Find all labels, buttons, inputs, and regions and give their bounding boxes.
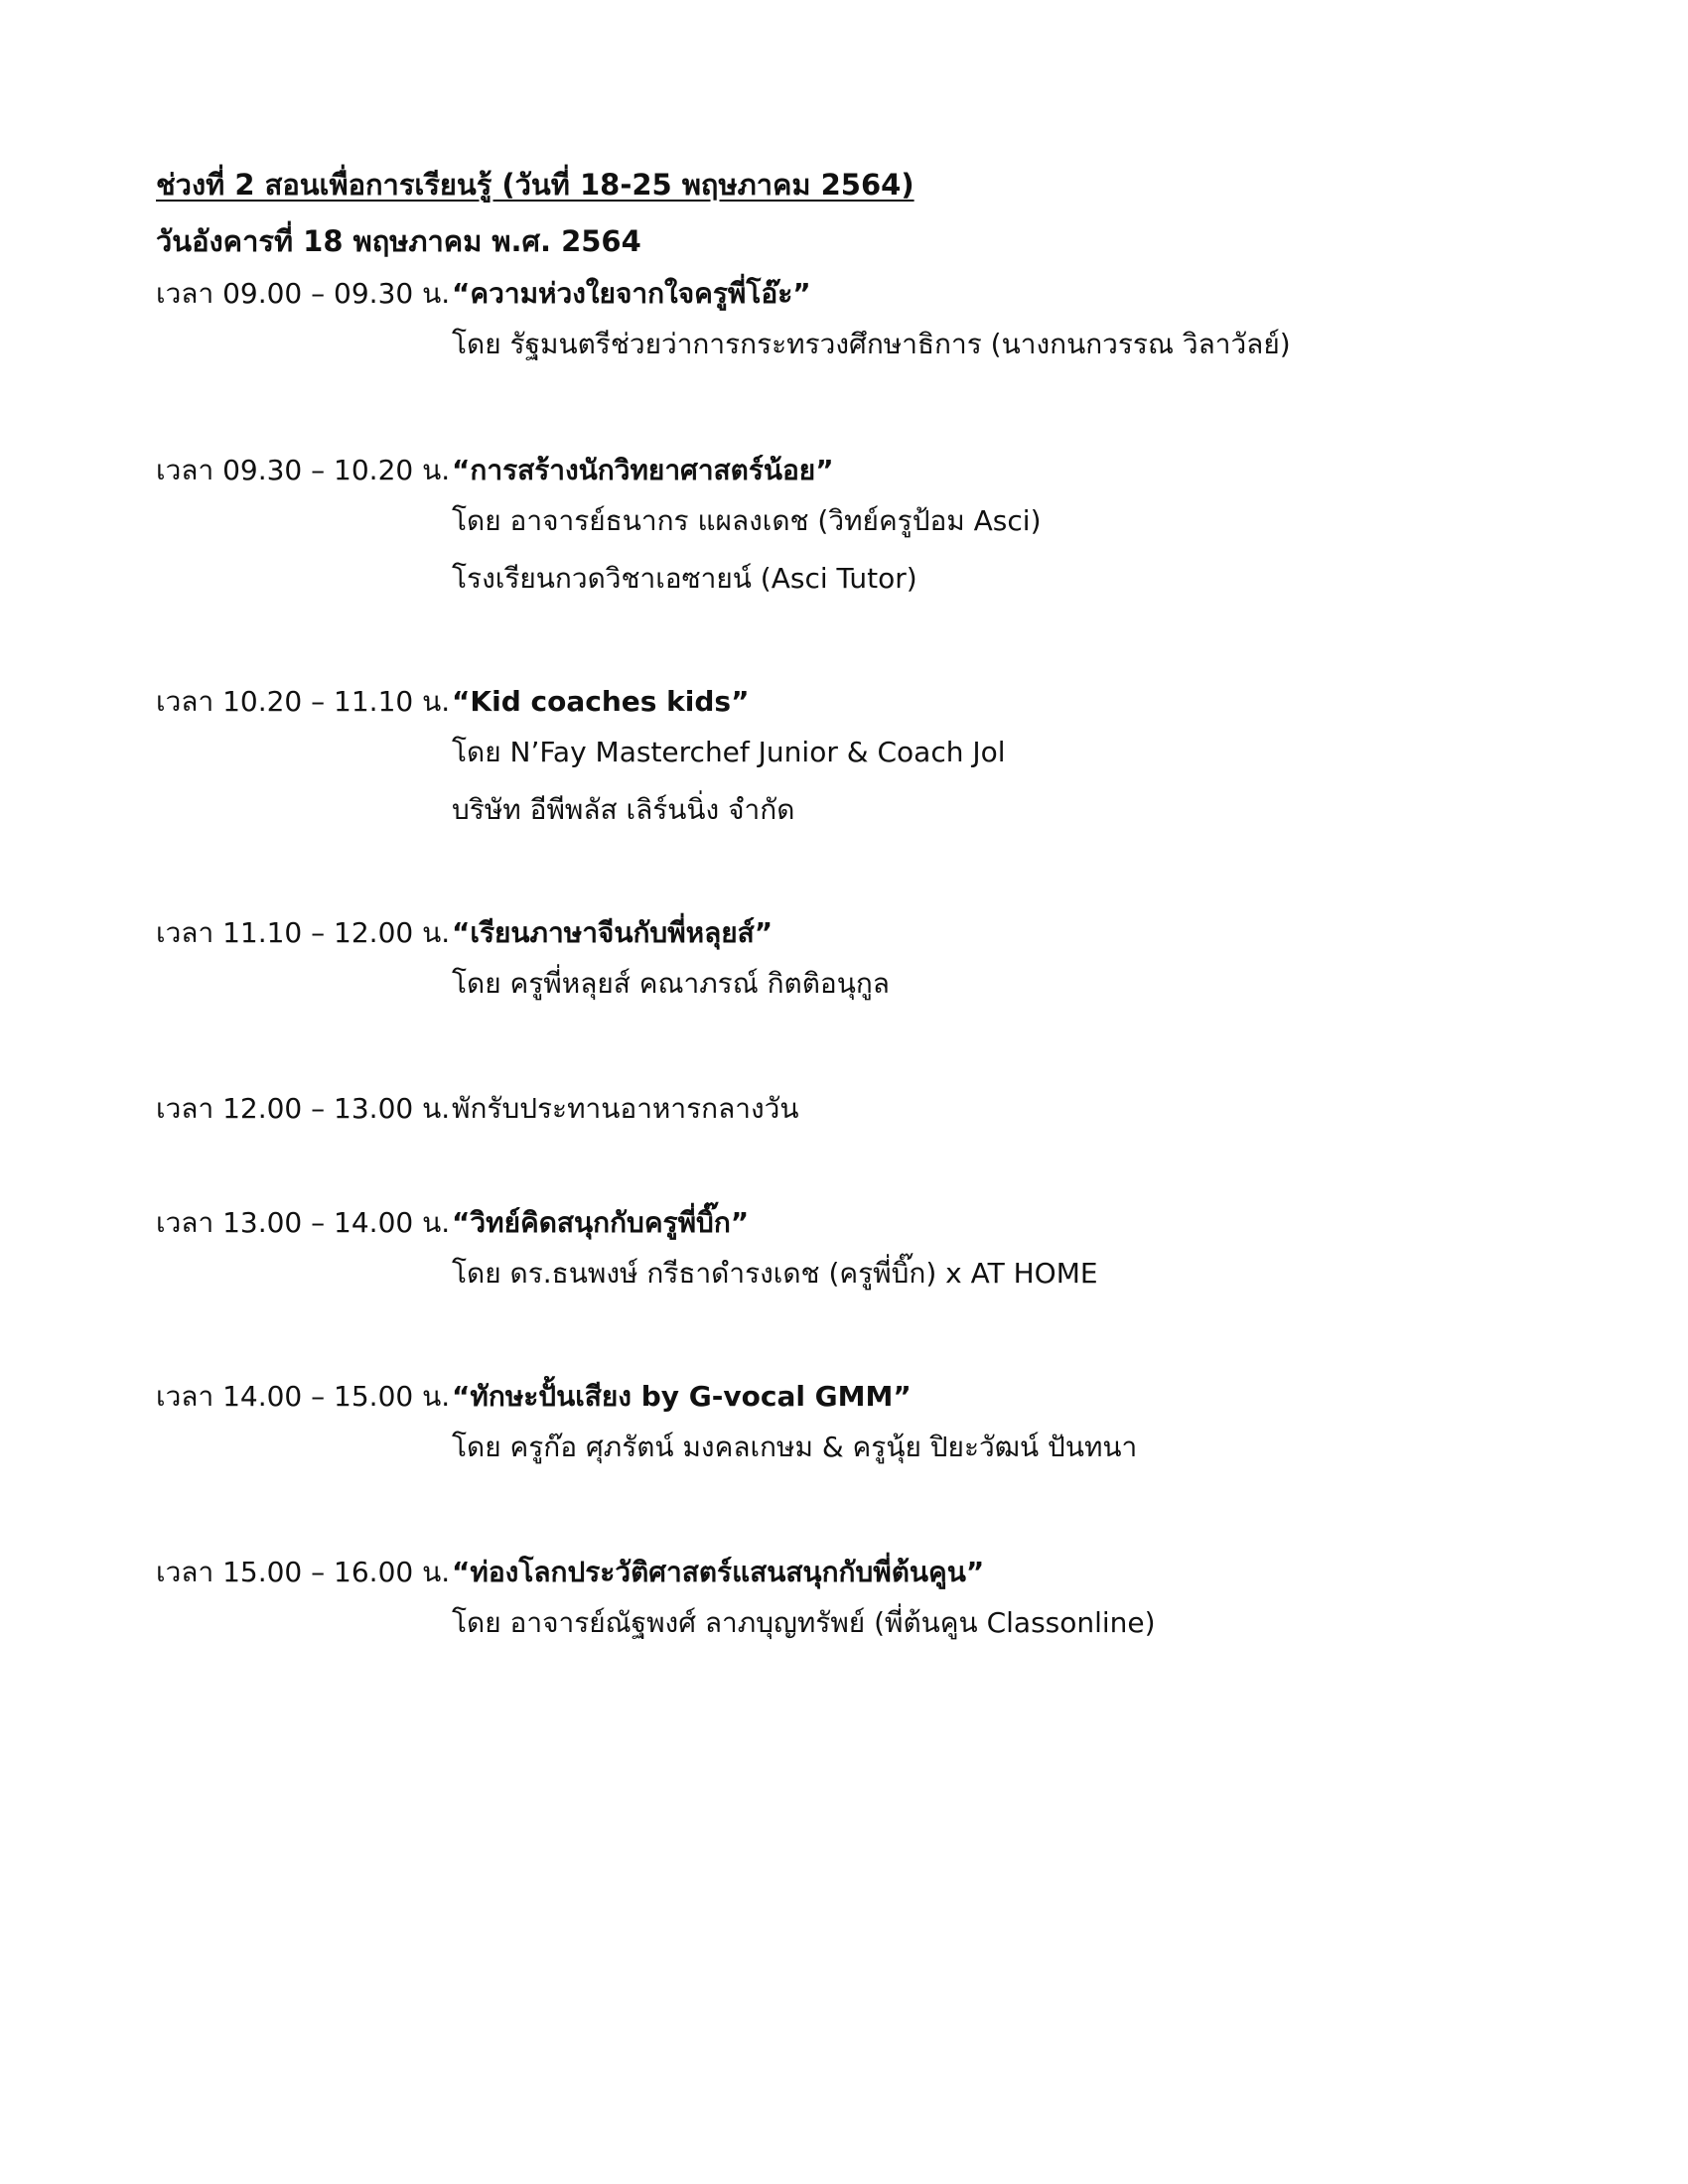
- schedule-entry-1110: [156, 680, 1546, 839]
- day-title: วันอังคารที่ 18 พฤษภาคม พ.ศ. 2564: [156, 224, 641, 258]
- session-title: “วิทย์คิดสนุกกับครูพี่บิ๊ก”: [452, 1206, 750, 1239]
- schedule-entry-1500: [156, 1375, 1546, 1476]
- session-title: “ทักษะปั้นเสียง by G-vocal GMM”: [452, 1380, 912, 1413]
- session-title: “ความห่วงใยจากใจครูพี่โอ๊ะ”: [452, 277, 811, 310]
- schedule-row: [156, 1375, 1546, 1419]
- speaker-line: โดย ดร.ธนพงษ์ กรีธาดำรงเดช (ครูพี่บิ๊ก) x AT HOME: [452, 1257, 1098, 1290]
- schedule-row: [156, 272, 1546, 316]
- schedule-entry-1400: [156, 1201, 1546, 1302]
- session-title: “การสร้างนักวิทยาศาสตร์น้อย”: [452, 454, 834, 486]
- time-label: เวลา 11.10 – 12.00 น.: [156, 916, 451, 949]
- session-title: “เรียนภาษาจีนกับพี่หลุยส์”: [452, 916, 774, 949]
- time-label: เวลา 15.00 – 16.00 น.: [156, 1556, 451, 1588]
- session-title: “Kid coaches kids”: [452, 685, 750, 718]
- schedule-row: [156, 1551, 1546, 1594]
- time-label: เวลา 09.00 – 09.30 น.: [156, 277, 451, 310]
- speaker-line: โดย ครูพี่หลุยส์ คณาภรณ์ กิตติอนุกูล: [452, 967, 890, 1000]
- speaker-line: โดย อาจารย์ณัฐพงศ์ ลาภบุญทรัพย์ (พี่ต้นคูน Classonline): [452, 1606, 1156, 1639]
- speaker-line: โดย N’Fay Masterchef Junior & Coach Jol: [452, 736, 1006, 768]
- schedule-row: [156, 680, 1546, 724]
- time-label: เวลา 14.00 – 15.00 น.: [156, 1380, 451, 1413]
- schedule-row: [156, 911, 1546, 955]
- organization-line: บริษัท อีพีพลัส เลิร์นนิ่ง จำกัด: [452, 793, 795, 826]
- section-title: ช่วงที่ 2 สอนเพื่อการเรียนรู้ (วันที่ 18-25 พฤษภาคม 2564): [156, 168, 914, 202]
- schedule-entry-0930: [156, 272, 1546, 373]
- schedule-entry-1020: [156, 449, 1546, 608]
- schedule-row: [156, 1087, 1546, 1131]
- session-title: พักรับประทานอาหารกลางวัน: [452, 1092, 799, 1125]
- speaker-line: โดย รัฐมนตรีช่วยว่าการกระทรวงศึกษาธิการ (นางกนกวรรณ วิลาวัลย์): [452, 328, 1291, 360]
- schedule-row: [156, 449, 1546, 492]
- schedule-entry-1200: [156, 911, 1546, 1013]
- time-label: เวลา 13.00 – 14.00 น.: [156, 1206, 451, 1239]
- time-label: เวลา 09.30 – 10.20 น.: [156, 454, 451, 486]
- organization-line: โรงเรียนกวดวิชาเอซายน์ (Asci Tutor): [452, 562, 917, 595]
- session-title: “ท่องโลกประวัติศาสตร์แสนสนุกกับพี่ต้นคูน”: [452, 1556, 985, 1588]
- schedule-row: [156, 1201, 1546, 1245]
- speaker-line: โดย ครูก๊อ ศุภรัตน์ มงคลเกษม & ครูนุ้ย ปิยะวัฒน์ ปันทนา: [452, 1431, 1138, 1463]
- speaker-line: โดย อาจารย์ธนากร แผลงเดช (วิทย์ครูป้อม Asci): [452, 504, 1042, 537]
- schedule-entry-1600: [156, 1551, 1546, 1652]
- schedule-entry-lunch: [156, 1087, 1546, 1131]
- time-label: เวลา 10.20 – 11.10 น.: [156, 685, 451, 718]
- time-label: เวลา 12.00 – 13.00 น.: [156, 1092, 451, 1125]
